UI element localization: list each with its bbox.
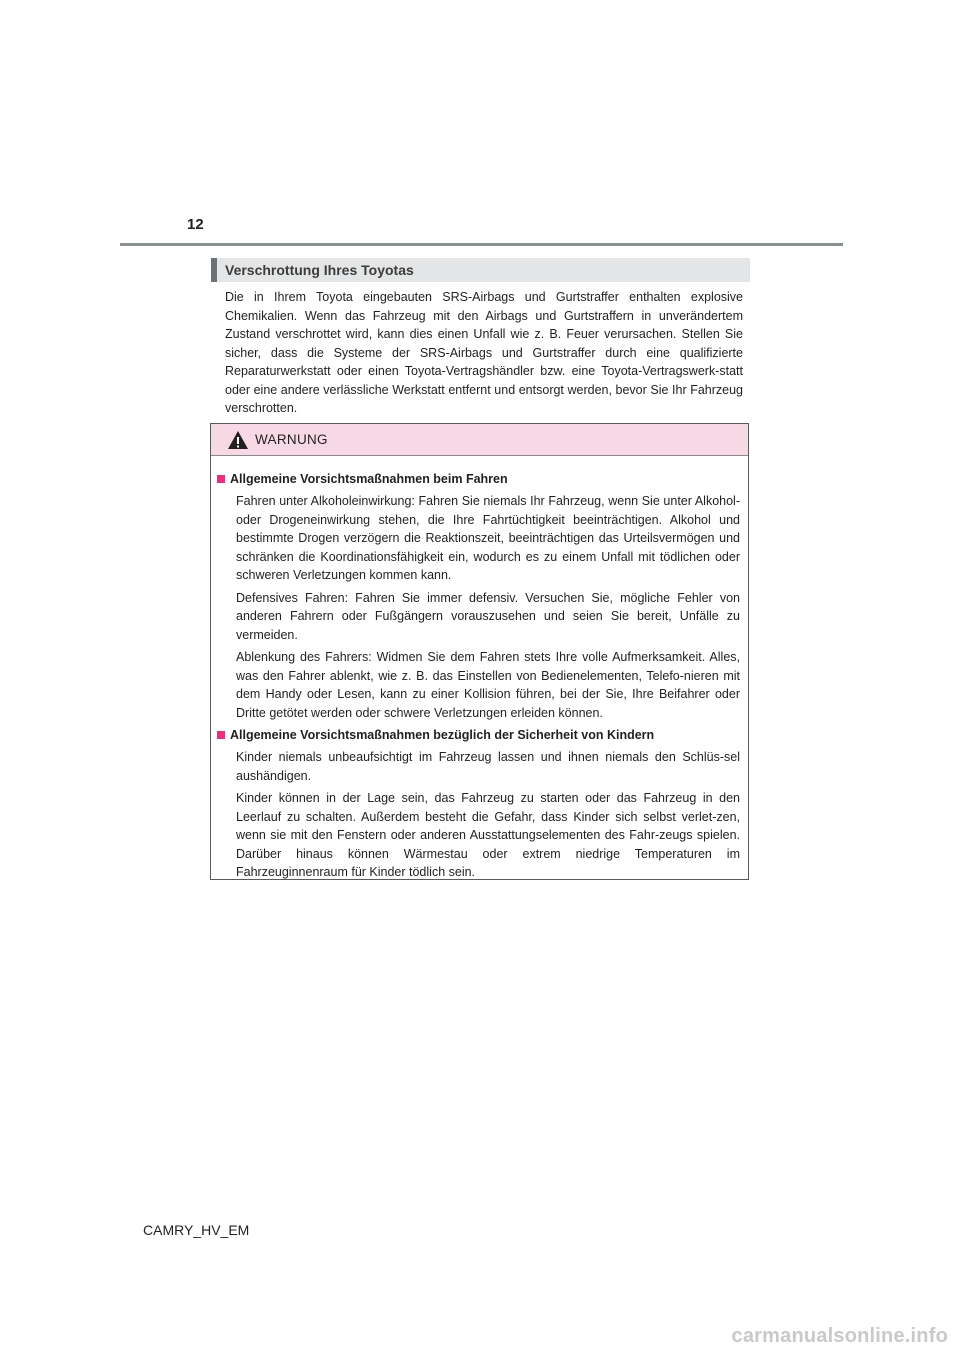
section-title: Verschrottung Ihres Toyotas xyxy=(225,262,414,278)
warning-item-driving xyxy=(217,470,740,722)
item-paragraph: Ablenkung des Fahrers: Widmen Sie dem Fahren stets Ihre volle Aufmerksamkeit. Alles, was den Fahrer ablenkt, wie z. B. das Einstellen von Bedienelementen, Telefo-nieren mit dem Handy oder Lesen, kann zu einer Kollision führen, bei der Sie, Ihre Beifahrer oder Dritte getötet werden oder schwere Verletzungen erleiden können. xyxy=(236,650,740,720)
warning-title: WARNUNG xyxy=(255,432,328,447)
section-heading xyxy=(211,258,750,282)
item-heading xyxy=(217,726,740,744)
warning-box xyxy=(210,423,749,880)
section-heading-bar xyxy=(211,258,217,282)
square-bullet-icon xyxy=(217,475,225,483)
item-heading-text: Allgemeine Vorsichtsmaßnahmen beim Fahren xyxy=(230,472,508,486)
item-paragraph: Fahren unter Alkoholeinwirkung: Fahren Sie niemals Ihr Fahrzeug, wenn Sie unter Alkohol- oder Drogeneinwirkung stehen, die Ihre Fahrtüchtigkeit beeinträchtigen. Alkohol und bestimmte Drogen verzögern die Reaktionszeit, beeinträchtigen das Urteilsvermögen und schränken die Koordinationsfähigkeit ein, wodurch es zu einem Unfall mit tödlichen oder schweren Verletzungen kommen kann. xyxy=(236,494,740,582)
footer-code: CAMRY_HV_EM xyxy=(143,1222,250,1238)
warning-triangle-icon xyxy=(227,430,249,450)
section-intro: Die in Ihrem Toyota eingebauten SRS-Airbags und Gurtstraffer enthalten explosive Chemikalien. Wenn das Fahrzeug mit den Airbags und Gurtstraffern in unverändertem Zustand verschrottet wird, kann dies einen Unfall wie z. B. Feuer verursachen. Stellen Sie sicher, dass die Systeme der SRS-Airbags und Gurtstraffer durch eine qualifizierte Reparaturwerkstatt oder einen Toyota-Vertragshändler bzw. eine Toyota-Vertragswerk-statt oder eine andere verlässliche Werkstatt entfernt und entsorgt werden, bevor Sie Ihr Fahrzeug verschrotten. xyxy=(225,290,743,415)
item-heading xyxy=(217,470,740,488)
warning-header xyxy=(211,424,748,456)
warning-body xyxy=(211,456,748,882)
page-number: 12 xyxy=(187,216,204,233)
item-paragraph: Kinder niemals unbeaufsichtigt im Fahrzeug lassen und ihnen niemals den Schlüs-sel aushändigen. xyxy=(236,750,740,783)
header-rule xyxy=(120,243,843,246)
warning-item-children xyxy=(217,726,740,882)
item-paragraph: Defensives Fahren: Fahren Sie immer defensiv. Versuchen Sie, mögliche Fehler von anderen Fahrern oder Fußgängern vorauszusehen und seien Sie bereit, Unfälle zu vermeiden. xyxy=(236,590,740,642)
square-bullet-icon xyxy=(217,731,225,739)
watermark: carmanualsonline.info xyxy=(731,1325,948,1347)
item-paragraph: Kinder können in der Lage sein, das Fahrzeug zu starten oder das Fahrzeug in den Leerlauf zu schalten. Außerdem besteht die Gefahr, dass Kinder sich selbst verlet-zen, wenn sie mit den Fenstern oder anderen Ausstattungselementen des Fahr-zeugs spielen. Darüber hinaus können Wärmestau oder extrem niedrige Temperaturen im Fahrzeuginnenraum für Kinder tödlich sein. xyxy=(236,791,740,879)
item-heading-text: Allgemeine Vorsichtsmaßnahmen bezüglich der Sicherheit von Kindern xyxy=(230,728,655,742)
